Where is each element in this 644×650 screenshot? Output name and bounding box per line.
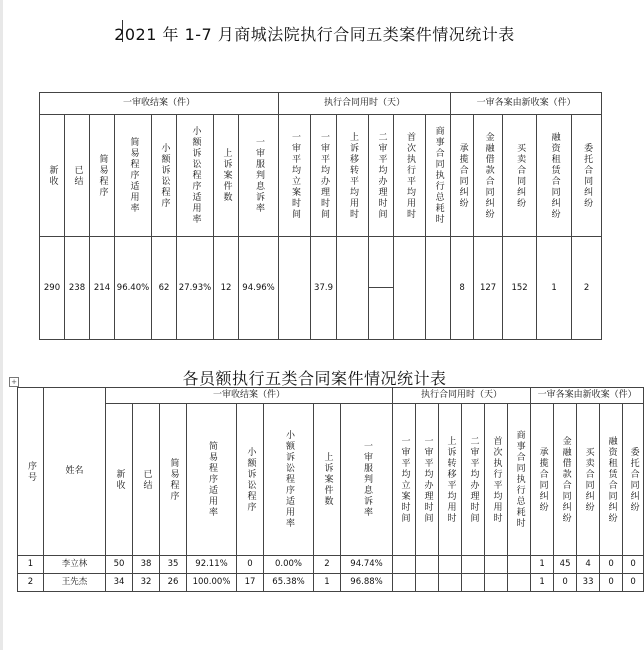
cell-small-claims-rate: 65.38%	[264, 574, 314, 592]
cell-contracting-disputes: 1	[531, 556, 554, 574]
cell-simple-rate: 92.11%	[187, 556, 237, 574]
header-name: 姓名	[44, 388, 106, 556]
header-small-claims-rate: 小额诉讼程序适用率	[177, 115, 214, 237]
cell-avg-processing-time: 37.9	[311, 237, 337, 340]
page-edge	[0, 0, 3, 650]
cell-first-execution-time	[485, 556, 508, 574]
header-first-execution-time: 首次执行平均用时	[394, 115, 426, 237]
cell-small-claims: 62	[152, 237, 177, 340]
main-title: 2021 年 1-7 月商城法院执行合同五类案件情况统计表	[114, 25, 515, 44]
cell-entrustment-disputes: 2	[572, 237, 602, 340]
table-row	[18, 574, 644, 592]
cell-loan-disputes: 45	[554, 556, 577, 574]
header-simple-procedure: 简易程序	[160, 404, 187, 556]
cell-avg-filing-time	[393, 574, 416, 592]
cell-contracting-disputes: 1	[531, 574, 554, 592]
header-second-instance-time: 二审平均办理时间	[462, 404, 485, 556]
cell-avg-processing-time	[416, 556, 439, 574]
header-avg-filing-time: 一审平均立案时间	[279, 115, 311, 237]
cell-loan-disputes: 0	[554, 574, 577, 592]
cell-simple-rate: 96.40%	[115, 237, 152, 340]
header-sales-disputes: 买卖合同纠纷	[503, 115, 537, 237]
header-new-cases: 新收	[40, 115, 65, 237]
cell-small-claims-rate: 0.00%	[264, 556, 314, 574]
cell-new-cases: 290	[40, 237, 65, 340]
cell-appeals: 2	[314, 556, 341, 574]
cell-serial: 2	[18, 574, 44, 592]
cell-first-execution-time	[394, 237, 426, 340]
judge-detail-table	[17, 387, 644, 592]
header-total-execution-time: 商事合同执行总耗时	[508, 404, 531, 556]
cell-split-bottom	[369, 288, 393, 339]
cell-appeal-transfer-time	[439, 574, 462, 592]
cell-small-claims: 0	[237, 556, 264, 574]
cell-total-execution-time	[508, 574, 531, 592]
column-header-row	[40, 115, 602, 237]
cell-second-instance-time	[369, 237, 394, 340]
cell-total-execution-time	[508, 556, 531, 574]
cell-small-claims-rate: 27.93%	[177, 237, 214, 340]
table-row	[18, 556, 644, 574]
cell-appeal-transfer-time	[337, 237, 369, 340]
cell-entrustment-disputes: 0	[623, 556, 644, 574]
header-acceptance-rate: 一审服判息诉率	[341, 404, 393, 556]
header-leasing-disputes: 融资租赁合同纠纷	[537, 115, 572, 237]
cell-small-claims: 17	[237, 574, 264, 592]
header-appeals: 上诉案件数	[214, 115, 239, 237]
cell-acceptance-rate: 94.74%	[341, 556, 393, 574]
header-closed: 已结	[65, 115, 90, 237]
header-appeal-transfer-time: 上诉移转平均用时	[337, 115, 369, 237]
table-row	[40, 237, 602, 340]
group-header-case-counts: 一审收结案（件）	[40, 93, 279, 115]
header-total-execution-time: 商事合同执行总耗时	[426, 115, 451, 237]
cell-sales-disputes: 4	[577, 556, 600, 574]
header-second-instance-time: 二审平均办理时间	[369, 115, 394, 237]
header-entrustment-disputes: 委托合同纠纷	[572, 115, 602, 237]
header-simple-rate: 简易程序适用率	[187, 404, 237, 556]
header-small-claims-rate: 小额诉讼程序适用率	[264, 404, 314, 556]
group-header-new-cases: 一审各案由新收案（件）	[531, 388, 644, 404]
header-avg-processing-time: 一审平均办理时间	[311, 115, 337, 237]
cell-contracting-disputes: 8	[451, 237, 474, 340]
header-small-claims: 小额诉讼程序	[152, 115, 177, 237]
header-closed: 已结	[133, 404, 160, 556]
header-serial: 序号	[18, 388, 44, 556]
cell-appeal-transfer-time	[439, 556, 462, 574]
sub-title: 各员额执行五类合同案件情况统计表	[182, 369, 447, 388]
header-small-claims: 小额诉讼程序	[237, 404, 264, 556]
cell-simple-procedure: 35	[160, 556, 187, 574]
cell-avg-filing-time	[393, 556, 416, 574]
cell-first-execution-time	[485, 574, 508, 592]
group-header-case-counts: 一审收结案（件）	[106, 388, 393, 404]
header-leasing-disputes: 融资租赁合同纠纷	[600, 404, 623, 556]
cell-entrustment-disputes: 0	[623, 574, 644, 592]
cell-acceptance-rate: 94.96%	[239, 237, 279, 340]
court-summary-table	[39, 92, 602, 340]
table-move-handle-icon[interactable]: +	[9, 377, 19, 387]
cell-second-instance-time	[462, 574, 485, 592]
cell-avg-filing-time	[279, 237, 311, 340]
cell-acceptance-rate: 96.88%	[341, 574, 393, 592]
cell-simple-procedure: 214	[90, 237, 115, 340]
cell-serial: 1	[18, 556, 44, 574]
cell-sales-disputes: 152	[503, 237, 537, 340]
group-header-time: 执行合同用时（天）	[393, 388, 531, 404]
group-header-row	[40, 93, 602, 115]
cell-new-cases: 34	[106, 574, 133, 592]
cell-leasing-disputes: 0	[600, 556, 623, 574]
cell-appeals: 1	[314, 574, 341, 592]
cell-closed: 38	[133, 556, 160, 574]
header-loan-disputes: 金融借款合同纠纷	[554, 404, 577, 556]
header-appeal-transfer-time: 上诉转移平均用时	[439, 404, 462, 556]
header-avg-processing-time: 一审平均办理时间	[416, 404, 439, 556]
cell-name: 王先杰	[44, 574, 106, 592]
cell-split-top	[369, 237, 393, 288]
cell-leasing-disputes: 1	[537, 237, 572, 340]
header-first-execution-time: 首次执行平均用时	[485, 404, 508, 556]
cell-total-execution-time	[426, 237, 451, 340]
header-simple-procedure: 简易程序	[90, 115, 115, 237]
cell-sales-disputes: 33	[577, 574, 600, 592]
cell-second-instance-time	[462, 556, 485, 574]
column-header-row	[18, 404, 644, 556]
group-header-time: 执行合同用时（天）	[279, 93, 451, 115]
header-simple-rate: 简易程序适用率	[115, 115, 152, 237]
cell-name: 李立林	[44, 556, 106, 574]
cell-closed: 238	[65, 237, 90, 340]
cell-simple-rate: 100.00%	[187, 574, 237, 592]
cell-closed: 32	[133, 574, 160, 592]
group-header-new-cases: 一审各案由新收案（件）	[451, 93, 602, 115]
cell-appeals: 12	[214, 237, 239, 340]
group-header-row	[18, 388, 644, 404]
cell-leasing-disputes: 0	[600, 574, 623, 592]
header-loan-disputes: 金融借款合同纠纷	[474, 115, 503, 237]
cell-avg-processing-time	[416, 574, 439, 592]
header-avg-filing-time: 一审平均立案时间	[393, 404, 416, 556]
cell-loan-disputes: 127	[474, 237, 503, 340]
header-entrustment-disputes: 委托合同纠纷	[623, 404, 644, 556]
header-appeals: 上诉案件数	[314, 404, 341, 556]
header-sales-disputes: 买卖合同纠纷	[577, 404, 600, 556]
header-contracting-disputes: 承揽合同纠纷	[531, 404, 554, 556]
header-acceptance-rate: 一审服判息诉率	[239, 115, 279, 237]
header-new-cases: 新收	[106, 404, 133, 556]
cell-new-cases: 50	[106, 556, 133, 574]
cell-simple-procedure: 26	[160, 574, 187, 592]
header-contracting-disputes: 承揽合同纠纷	[451, 115, 474, 237]
